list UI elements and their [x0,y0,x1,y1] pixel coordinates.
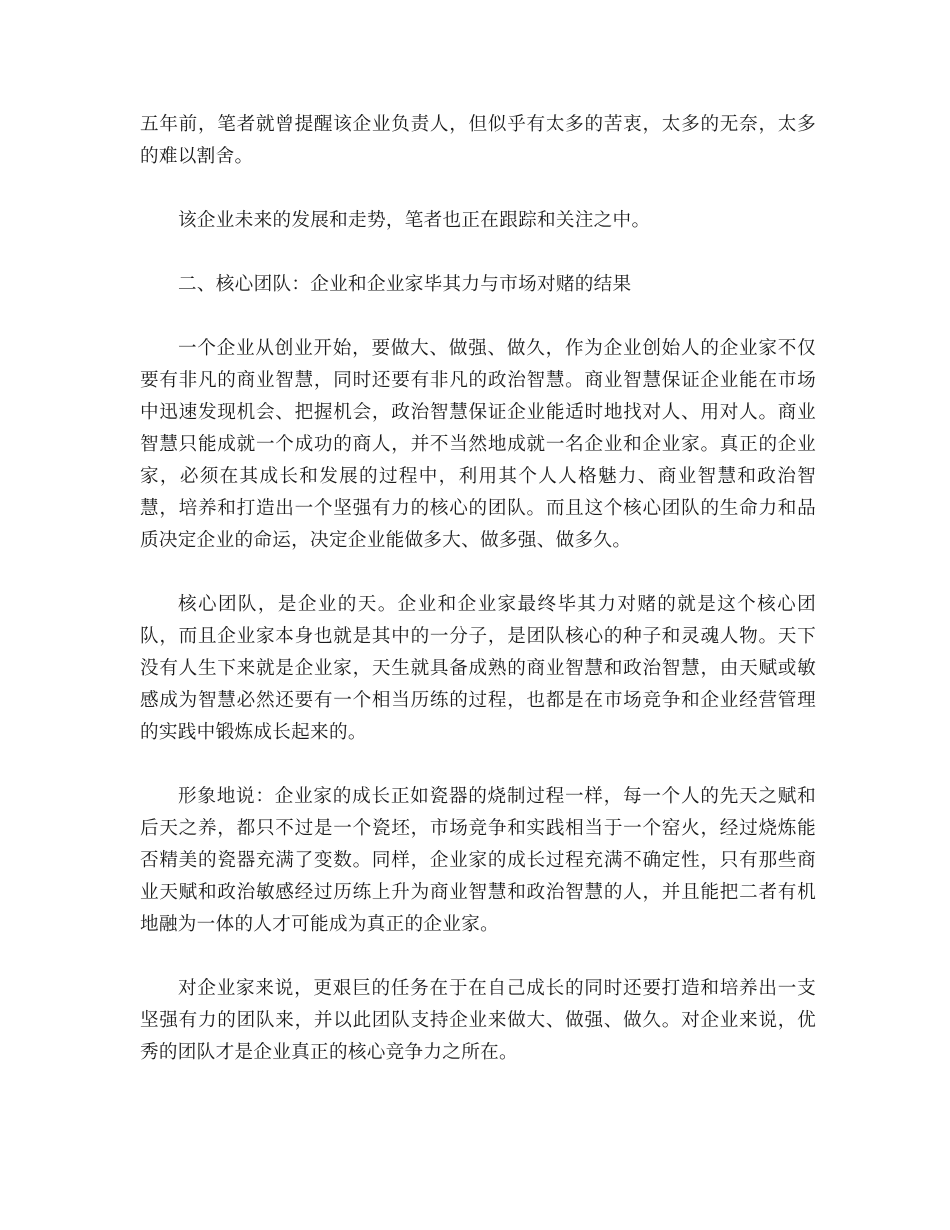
paragraph: 一个企业从创业开始，要做大、做强、做久，作为企业创始人的企业家不仅要有非凡的商业智慧，同时还要有非凡的政治智慧。商业智慧保证企业能在市场中迅速发现机会、把握机会，政治智慧保证企业能适时地找对人、用对人。商业智慧只能成就一个成功的商人，并不当然地成就一名企业和企业家。真正的企业家，必须在其成长和发展的过程中，利用其个人人格魅力、商业智慧和政治智慧，培养和打造出一个坚强有力的核心的团队。而且这个核心团队的生命力和品质决定企业的命运，决定企业能做多大、做多强、做多久。 [140,338,816,551]
section-heading: 二、核心团队：企业和企业家毕其力与市场对赌的结果 [178,274,632,295]
paragraph: 核心团队，是企业的天。企业和企业家最终毕其力对赌的就是这个核心团队，而且企业家本身也就是其中的一分子，是团队核心的种子和灵魂人物。天下没有人生下来就是企业家，天生就具备成熟的商业智慧和政治智慧，由天赋或敏感成为智慧必然还要有一个相当历练的过程，也都是在市场竞争和企业经营管理的实践中锻炼成长起来的。 [140,594,816,743]
paragraph: 五年前，笔者就曾提醒该企业负责人，但似乎有太多的苦衷，太多的无奈，太多的难以割舍。 [140,114,816,167]
paragraph: 形象地说：企业家的成长正如瓷器的烧制过程一样，每一个人的先天之赋和后天之养，都只不过是一个瓷坯，市场竞争和实践相当于一个窑火，经过烧炼能否精美的瓷器充满了变数。同样，企业家的成长过程充满不确定性，只有那些商业天赋和政治敏感经过历练上升为商业智慧和政治智慧的人，并且能把二者有机地融为一体的人才可能成为真正的企业家。 [140,786,816,935]
document-body [140,109,816,1101]
paragraph: 对企业家来说，更艰巨的任务在于在自己成长的同时还要打造和培养出一支坚强有力的团队来，并以此团队支持企业来做大、做强、做久。对企业来说，优秀的团队才是企业真正的核心竞争力之所在。 [140,978,816,1063]
paragraph: 该企业未来的发展和走势，笔者也正在跟踪和关注之中。 [178,210,651,231]
